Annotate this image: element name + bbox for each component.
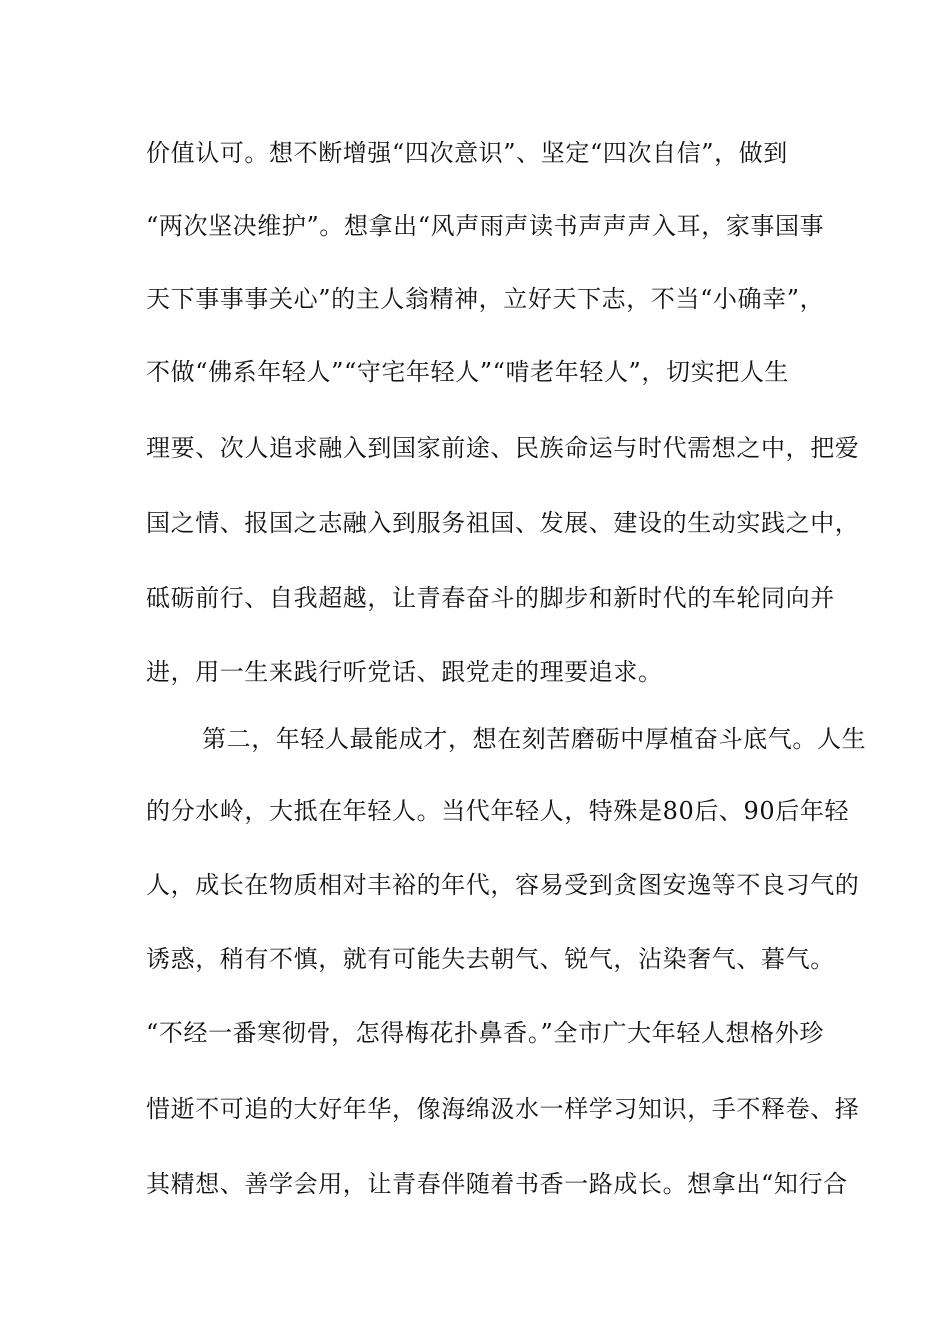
text-line: 天下事事事关心”的主人翁精神，立好天下志，不当“小确幸”， (146, 285, 825, 313)
text-line: 价值认可。想不断增强“四次意识”、坚定“四次自信”，做到 (146, 139, 788, 167)
text-line: 国之情、报国之志融入到服务祖国、发展、建设的生动实践之中， (146, 509, 860, 537)
paragraph-first-line: 第二，年轻人最能成才，想在刻苦磨砺中厚植奋斗底气。人生 (202, 725, 867, 753)
text-line: 进，用一生来践行听党话、跟党走的理要追求。 (146, 658, 663, 686)
text-line: 其精想、善学会用，让青春伴随着书香一路成长。想拿出“知行合 (146, 1170, 848, 1198)
text-line: 理要、次人追求融入到国家前途、民族命运与时代需想之中，把爱 (146, 434, 860, 462)
text-line: 的分水岭，大抵在年轻人。当代年轻人，特殊是80后、90后年轻 (146, 797, 850, 825)
text-line: 不做“佛系年轻人”“守宅年轻人”“啃老年轻人”，切实把人生 (146, 358, 790, 386)
text-line: “两次坚决维护”。想拿出“风声雨声读书声声声入耳，家事国事 (146, 212, 825, 240)
text-line: 惜逝不可追的大好年华，像海绵汲水一样学习知识，手不释卷、择 (146, 1095, 860, 1123)
text-line: “不经一番寒彻骨，怎得梅花扑鼻香。”全市广大年轻人想格外珍 (146, 1019, 824, 1047)
text-line: 人，成长在物质相对丰裕的年代，容易受到贪图安逸等不良习气的 (146, 871, 860, 899)
text-line: 砥砺前行、自我超越，让青春奋斗的脚步和新时代的车轮同向并 (146, 584, 835, 612)
text-line: 诱惑，稍有不慎，就有可能失去朝气、锐气，沾染奢气、暮气。 (146, 945, 835, 973)
